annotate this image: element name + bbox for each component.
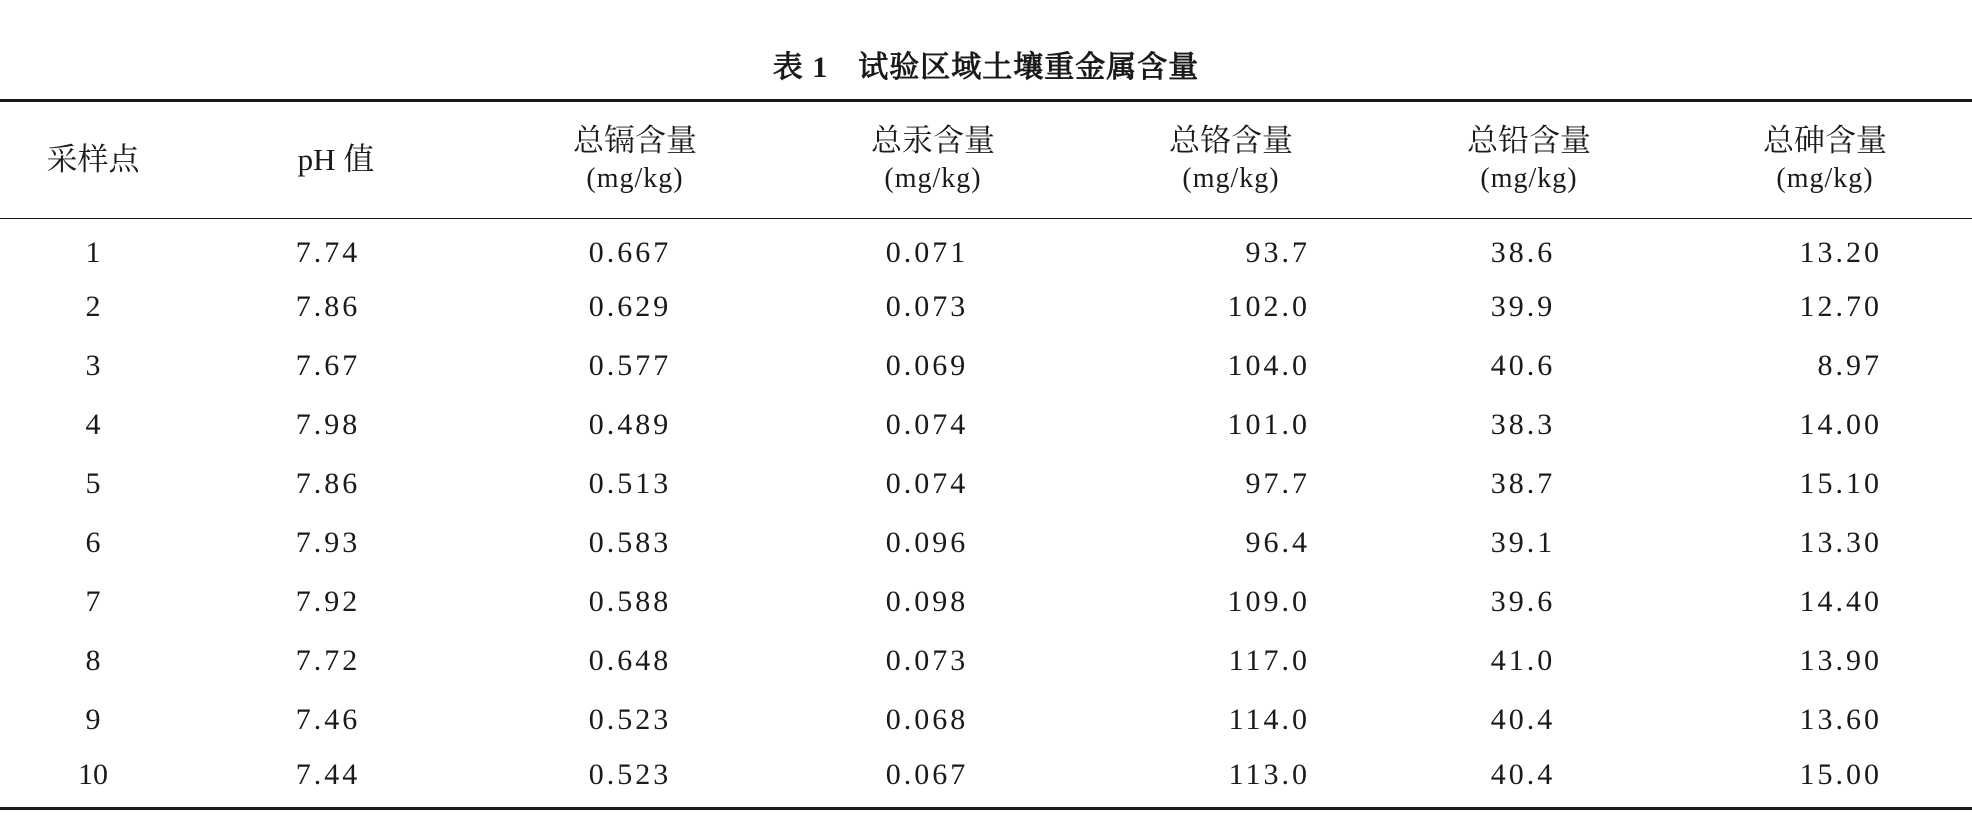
table-cell: 0.583	[588, 526, 672, 559]
column-header	[186, 101, 486, 219]
table-cell: 14.00	[1799, 408, 1882, 441]
table-cell: 0.667	[588, 236, 672, 270]
table-cell: 0.069	[885, 349, 969, 382]
column-header-label: pH 值	[297, 142, 375, 177]
header-row	[0, 101, 1972, 219]
table-cell: 0.577	[588, 349, 672, 382]
table-cell: 0.073	[885, 644, 969, 677]
table-row	[0, 278, 1972, 337]
table-cell: 40.4	[1380, 750, 1678, 809]
column-header-unit: (mg/kg)	[586, 163, 684, 194]
table-cell: 0.098	[885, 585, 969, 618]
table-cell: 14.40	[1799, 585, 1882, 618]
table-cell: 38.3	[1490, 408, 1556, 441]
column-header-unit: (mg/kg)	[1182, 163, 1280, 194]
column-header	[486, 101, 784, 219]
table-cell: 7.93	[295, 526, 361, 559]
table-cell: 114.0	[1228, 703, 1310, 736]
table-cell: 7.92	[295, 585, 361, 618]
table-cell: 39.1	[1490, 526, 1556, 559]
table-header	[0, 101, 1972, 219]
table-cell: 13.30	[1799, 526, 1882, 559]
table-cell: 38.7	[1490, 467, 1556, 500]
table-cell: 40.6	[1490, 349, 1556, 382]
table-cell: 9	[85, 703, 101, 736]
table-cell: 0.588	[588, 585, 672, 618]
table-cell: 0.523	[486, 750, 784, 809]
table-cell: 0.068	[885, 703, 969, 736]
table-cell: 7.86	[295, 290, 361, 323]
table-cell: 7.74	[295, 236, 361, 270]
table-cell: 0.513	[588, 467, 672, 500]
table-cell: 1	[85, 236, 101, 270]
column-header-label: 总砷含量	[1763, 123, 1887, 158]
table-cell: 7.44	[186, 750, 486, 809]
column-header	[1678, 101, 1972, 219]
column-header-label: 总铬含量	[1169, 123, 1293, 158]
table-cell: 8.97	[1817, 349, 1882, 382]
table-cell: 6	[85, 526, 101, 559]
table-cell: 93.7	[1245, 236, 1310, 270]
table-cell: 101.0	[1227, 408, 1310, 441]
table-caption	[0, 42, 1972, 86]
table-cell: 7.86	[295, 467, 361, 500]
table-cell: 0.073	[885, 290, 969, 323]
table-cell: 0.096	[885, 526, 969, 559]
table-cell: 39.6	[1490, 585, 1556, 618]
table-row	[0, 396, 1972, 455]
table-cell: 0.629	[588, 290, 672, 323]
table-cell: 2	[85, 290, 101, 323]
table-row	[0, 750, 1972, 809]
table-cell: 15.10	[1799, 467, 1882, 500]
table-cell: 0.489	[588, 408, 672, 441]
column-header-unit: (mg/kg)	[1480, 163, 1578, 194]
table-row	[0, 632, 1972, 691]
table-cell: 7.46	[295, 703, 361, 736]
table-cell: 10	[0, 750, 186, 809]
column-header	[0, 101, 186, 219]
table-cell: 117.0	[1228, 644, 1310, 677]
table-cell: 113.0	[1082, 750, 1380, 809]
table-row	[0, 691, 1972, 750]
table-cell: 4	[85, 408, 101, 441]
table-cell: 0.067	[784, 750, 1082, 809]
table-cell: 0.074	[885, 408, 969, 441]
table-cell: 13.90	[1799, 644, 1882, 677]
table-cell: 96.4	[1245, 526, 1310, 559]
table-cell: 13.20	[1799, 236, 1882, 270]
table-cell: 15.00	[1678, 750, 1972, 809]
table-row	[0, 514, 1972, 573]
table-title: 试验区域土壤重金属含量	[858, 51, 1200, 84]
table-cell: 38.6	[1490, 236, 1556, 270]
table-cell: 8	[85, 644, 101, 677]
table-cell: 7	[85, 585, 101, 618]
column-header-label: 总铅含量	[1467, 123, 1591, 158]
table-cell: 13.60	[1799, 703, 1882, 736]
column-header-label: 采样点	[46, 142, 140, 177]
column-header	[784, 101, 1082, 219]
column-header	[1380, 101, 1678, 219]
table-row	[0, 573, 1972, 632]
column-header-label: 总镉含量	[573, 123, 697, 158]
table-cell: 0.648	[588, 644, 672, 677]
table-cell: 104.0	[1227, 349, 1310, 382]
heavy-metal-table	[0, 99, 1972, 810]
column-header	[1082, 101, 1380, 219]
table-cell: 0.074	[885, 467, 969, 500]
table-cell: 7.72	[295, 644, 361, 677]
column-header-label: 总汞含量	[871, 123, 995, 158]
column-header-unit: (mg/kg)	[884, 163, 982, 194]
table-row	[0, 455, 1972, 514]
table-cell: 5	[85, 467, 101, 500]
table-cell: 97.7	[1245, 467, 1310, 500]
table-body	[0, 219, 1972, 809]
table-cell: 0.523	[588, 703, 672, 736]
table-cell: 40.4	[1490, 703, 1556, 736]
table-cell: 41.0	[1490, 644, 1556, 677]
table-cell: 12.70	[1799, 290, 1882, 323]
table-cell: 3	[85, 349, 101, 382]
column-header-unit: (mg/kg)	[1776, 163, 1874, 194]
table-cell: 7.98	[295, 408, 361, 441]
table-row	[0, 337, 1972, 396]
table-number: 表 1	[772, 51, 829, 84]
table-cell: 0.071	[885, 236, 969, 270]
table-row	[0, 219, 1972, 278]
table-cell: 39.9	[1490, 290, 1556, 323]
table-cell: 7.67	[295, 349, 361, 382]
table-cell: 109.0	[1227, 585, 1310, 618]
table-cell: 102.0	[1227, 290, 1310, 323]
